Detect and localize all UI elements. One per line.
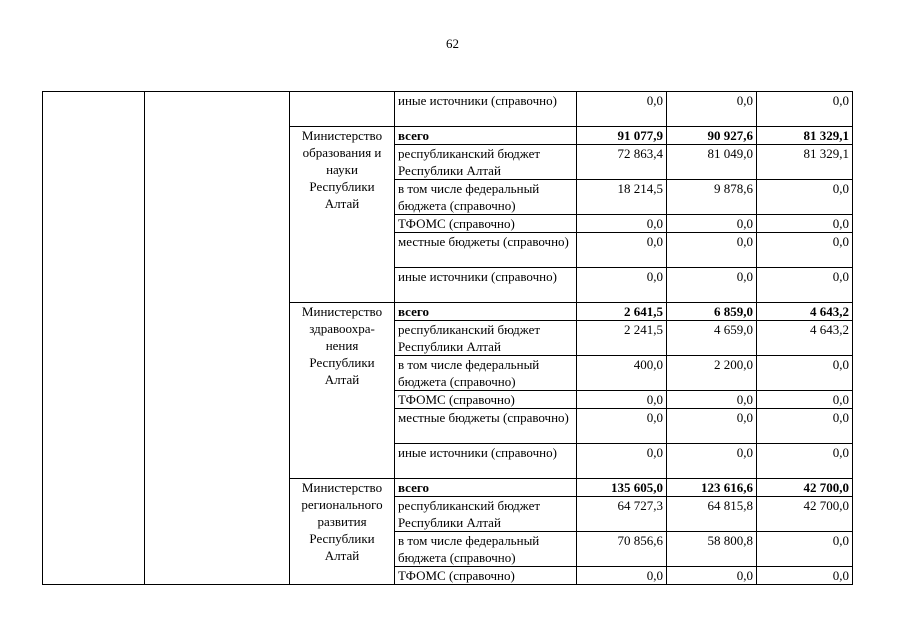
value-cell-year-3: 81 329,1 [757,127,853,145]
source-cell: иные источники (справочно) [395,92,577,127]
source-cell: в том числе федеральный бюджета (справочно) [395,356,577,391]
source-cell: республиканский бюджет Республики Алтай [395,145,577,180]
value-cell-year-3: 0,0 [757,391,853,409]
value-cell-year-1: 2 641,5 [577,303,667,321]
ministry-cell [290,92,395,127]
value-cell-year-2: 90 927,6 [667,127,757,145]
value-cell-year-2: 4 659,0 [667,321,757,356]
value-cell-year-2: 0,0 [667,233,757,268]
source-cell: иные источники (справочно) [395,444,577,479]
value-cell-year-3: 0,0 [757,409,853,444]
ministry-cell: Министерство здравоохра-нения Республики Алтай [290,303,395,479]
value-cell-year-3: 42 700,0 [757,479,853,497]
value-cell-year-3: 0,0 [757,532,853,567]
table-body [43,92,853,585]
value-cell-year-3: 0,0 [757,180,853,215]
value-cell-year-1: 0,0 [577,444,667,479]
value-cell-year-3: 81 329,1 [757,145,853,180]
value-cell-year-3: 0,0 [757,233,853,268]
value-cell-year-1: 2 241,5 [577,321,667,356]
source-cell: ТФОМС (справочно) [395,215,577,233]
source-cell: всего [395,127,577,145]
value-cell-year-2: 6 859,0 [667,303,757,321]
value-cell-year-1: 135 605,0 [577,479,667,497]
value-cell-year-1: 72 863,4 [577,145,667,180]
source-cell: ТФОМС (справочно) [395,567,577,585]
value-cell-year-2: 0,0 [667,409,757,444]
value-cell-year-3: 0,0 [757,215,853,233]
table-row [43,92,853,127]
value-cell-year-3: 4 643,2 [757,321,853,356]
value-cell-year-2: 123 616,6 [667,479,757,497]
value-cell-year-2: 0,0 [667,268,757,303]
value-cell-year-1: 0,0 [577,92,667,127]
value-cell-year-1: 0,0 [577,233,667,268]
ministry-cell: Министерство образования и науки Республики Алтай [290,127,395,303]
value-cell-year-1: 0,0 [577,268,667,303]
source-cell: всего [395,479,577,497]
source-cell: республиканский бюджет Республики Алтай [395,497,577,532]
value-cell-year-2: 81 049,0 [667,145,757,180]
value-cell-year-2: 0,0 [667,215,757,233]
value-cell-year-3: 0,0 [757,567,853,585]
value-cell-year-3: 4 643,2 [757,303,853,321]
value-cell-year-3: 0,0 [757,356,853,391]
value-cell-year-2: 64 815,8 [667,497,757,532]
ministry-cell: Министерство регионального развития Республики Алтай [290,479,395,585]
value-cell-year-1: 400,0 [577,356,667,391]
value-cell-year-3: 0,0 [757,268,853,303]
value-cell-year-1: 18 214,5 [577,180,667,215]
source-cell: иные источники (справочно) [395,268,577,303]
value-cell-year-1: 0,0 [577,391,667,409]
source-cell: всего [395,303,577,321]
value-cell-year-1: 0,0 [577,567,667,585]
budget-table [42,91,853,585]
value-cell-year-3: 42 700,0 [757,497,853,532]
value-cell-year-1: 0,0 [577,409,667,444]
page-number: 62 [446,36,459,51]
value-cell-year-1: 70 856,6 [577,532,667,567]
value-cell-year-2: 9 878,6 [667,180,757,215]
value-cell-year-1: 91 077,9 [577,127,667,145]
value-cell-year-2: 0,0 [667,92,757,127]
value-cell-year-3: 0,0 [757,92,853,127]
source-cell: местные бюджеты (справочно) [395,233,577,268]
source-cell: в том числе федеральный бюджета (справочно) [395,180,577,215]
source-cell: в том числе федеральный бюджета (справочно) [395,532,577,567]
empty-number-column [43,92,145,585]
source-cell: местные бюджеты (справочно) [395,409,577,444]
empty-name-column [145,92,290,585]
source-cell: ТФОМС (справочно) [395,391,577,409]
value-cell-year-2: 0,0 [667,391,757,409]
value-cell-year-1: 0,0 [577,215,667,233]
value-cell-year-1: 64 727,3 [577,497,667,532]
value-cell-year-3: 0,0 [757,444,853,479]
value-cell-year-2: 58 800,8 [667,532,757,567]
source-cell: республиканский бюджет Республики Алтай [395,321,577,356]
value-cell-year-2: 0,0 [667,567,757,585]
value-cell-year-2: 0,0 [667,444,757,479]
value-cell-year-2: 2 200,0 [667,356,757,391]
